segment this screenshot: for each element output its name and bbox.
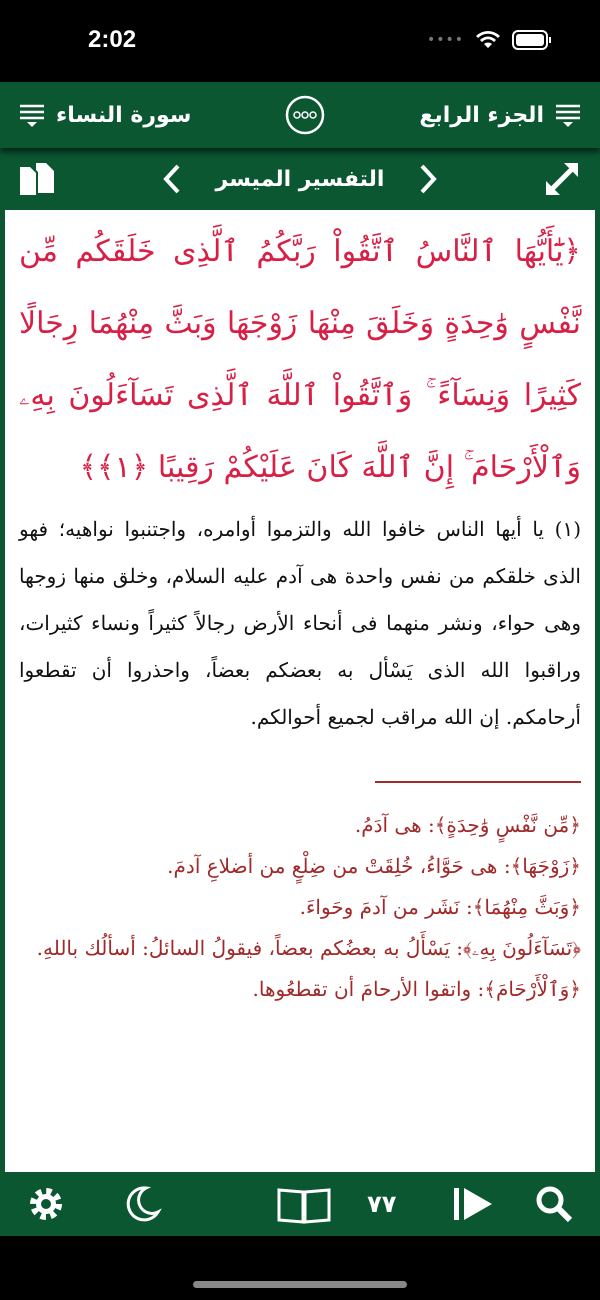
play-icon[interactable] — [452, 1184, 494, 1224]
status-bar — [0, 0, 600, 82]
cellular-icon: •••• — [426, 32, 464, 48]
tafsir-text: (١) يا أيها الناس خافوا الله والتزموا أوامره، واجتنبوا نواهيه؛ فهو الذى خلقكم من نفس واحدة هى آدم عليه السلام، وخلق منها زوجها وهى حواء، ونشر منهما فى أنحاء الأرض رجالاً كثيراً ونساء كثيرات، وراقبوا الله الذى يَسْأل به بعضكم بعضاً، واحذروا أن تقطعوا أرحامكم. إن الله مراقب لجميع أحوالكم. — [19, 517, 581, 729]
note-item: ﴿وَٱلْأَرْحَامَ﴾: واتقوا الأرحامَ أن تقطعُوها. — [252, 977, 581, 1001]
copy-icon[interactable] — [18, 161, 58, 197]
chevron-right-icon[interactable] — [418, 163, 438, 195]
night-mode-moon-icon[interactable] — [122, 1184, 162, 1224]
word-notes — [19, 805, 581, 1010]
top-header — [0, 82, 600, 148]
home-indicator[interactable] — [193, 1281, 407, 1288]
list-dropdown-icon — [554, 102, 582, 128]
divider — [375, 781, 581, 783]
quran-verse: ﴿يَٰٓأَيُّهَا ٱلنَّاسُ ٱتَّقُواْ رَبَّكُمُ ٱلَّذِى خَلَقَكُم مِّن نَّفْسٍ وَٰحِدَةٍ وَخَلَقَ مِنْهَا زَوْجَهَا وَبَثَّ مِنْهُمَا رِجَالًا كَثِيرًا وَنِسَآءً ۚ وَٱتَّقُواْ ٱللَّهَ ٱلَّذِى تَسَآءَلُونَ بِهِۦ وَٱلْأَرْحَامَ ۚ إِنَّ ٱللَّهَ كَانَ عَلَيْكُمْ رَقِيبًا ﴿١﴾﴾ — [19, 234, 581, 485]
clock: 2:02 — [88, 26, 137, 53]
note-item: ﴿تَسَآءَلُونَ بِهِۦ﴾: يَسْأَلُ به بعضُكم بعضاً، فيقولُ السائلُ: أسألُك باللهِ. — [36, 936, 581, 960]
juz-selector[interactable] — [419, 102, 582, 128]
note-item: ﴿وَبَثَّ مِنْهُمَا﴾: نَشَر من آدمَ وحَواءَ. — [299, 895, 581, 919]
wifi-icon — [476, 31, 500, 49]
note-item: ﴿زَوْجَهَا﴾: هى حَوَّاءُ، خُلِقَتْ من ضِلْعٍ من أضلاعِ آدمَ. — [167, 854, 581, 878]
tafsir-title: التفسير الميسر — [215, 166, 385, 192]
note-item: ﴿مِّن نَّفْسٍ وَٰحِدَةٍ﴾: هى آدَمُ. — [354, 813, 581, 837]
settings-gear-icon[interactable] — [26, 1184, 66, 1224]
tafsir-content — [5, 210, 595, 1172]
more-options-icon[interactable] — [285, 95, 325, 135]
tafsir-toolbar — [0, 148, 600, 210]
list-dropdown-icon — [18, 102, 46, 128]
page-number[interactable]: ٧٧ — [367, 1190, 397, 1218]
surah-selector[interactable] — [18, 102, 191, 128]
search-icon[interactable] — [534, 1184, 574, 1224]
surah-name: سورة النساء — [56, 102, 192, 128]
open-book-icon[interactable] — [277, 1184, 331, 1224]
expand-icon[interactable] — [542, 159, 582, 199]
bottom-toolbar — [0, 1172, 600, 1236]
juz-name: الجزء الرابع — [419, 102, 544, 128]
chevron-left-icon[interactable] — [162, 163, 182, 195]
battery-icon — [512, 30, 552, 50]
